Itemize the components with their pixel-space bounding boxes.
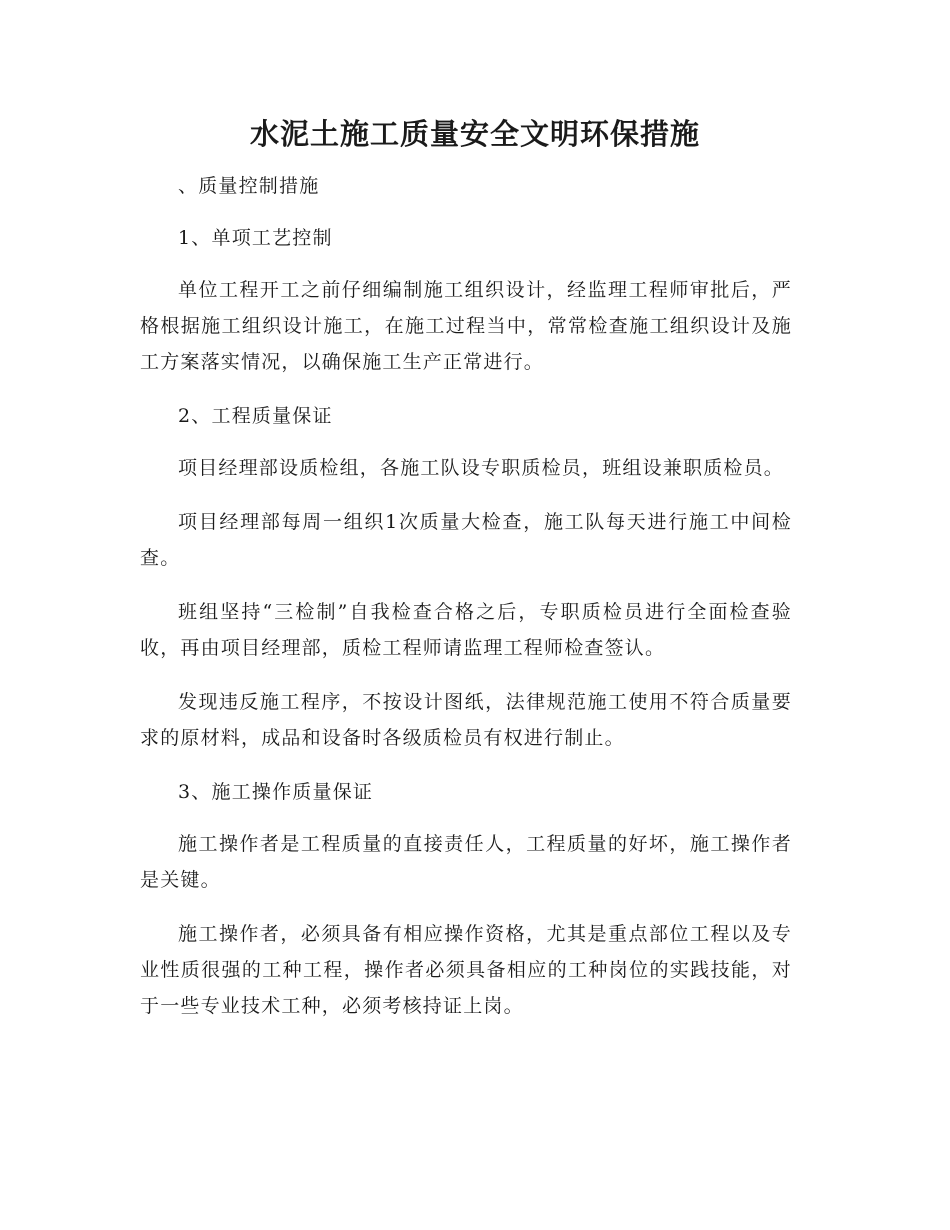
subheading-quality-assurance: 2、工程质量保证 bbox=[178, 405, 333, 427]
paragraph-construction-organization: 单位工程开工之前仔细编制施工组织设计，经监理工程师审批后，严格根据施工组织设计施工，在施工过程当中，常常检查施工组织设计及施工方案落实情况，以确保施工生产正常进行。 bbox=[140, 279, 792, 373]
paragraph-violation-stop: 发现违反施工程序，不按设计图纸，法律规范施工使用不符合质量要求的原材料，成品和设备时各级质检员有权进行制止。 bbox=[140, 691, 792, 749]
paragraph-operator-qualification: 施工操作者，必须具备有相应操作资格，尤其是重点部位工程以及专业性质很强的工种工程，操作者必须具备相应的工种岗位的实践技能，对于一些专业技术工种，必须考核持证上岗。 bbox=[140, 923, 792, 1017]
subheading-single-process-control: 1、单项工艺控制 bbox=[178, 227, 333, 249]
document-body bbox=[140, 168, 792, 1042]
section-heading-quality-control: 、质量控制措施 bbox=[178, 175, 320, 197]
paragraph-three-inspection-system: 班组坚持“三检制”自我检查合格之后，专职质检员进行全面检查验收，再由项目经理部，质检工程师请监理工程师检查签认。 bbox=[140, 601, 792, 659]
document-title: 水泥土施工质量安全文明环保措施 bbox=[249, 117, 700, 151]
paragraph-quality-inspectors: 项目经理部设质检组，各施工队设专职质检员，班组设兼职质检员。 bbox=[178, 457, 785, 479]
paragraph-operator-responsibility: 施工操作者是工程质量的直接责任人，工程质量的好坏，施工操作者是关键。 bbox=[140, 833, 792, 891]
paragraph-weekly-inspection: 项目经理部每周一组织1次质量大检查，施工队每天进行施工中间检查。 bbox=[140, 511, 792, 569]
subheading-operation-quality: 3、施工操作质量保证 bbox=[178, 781, 374, 803]
